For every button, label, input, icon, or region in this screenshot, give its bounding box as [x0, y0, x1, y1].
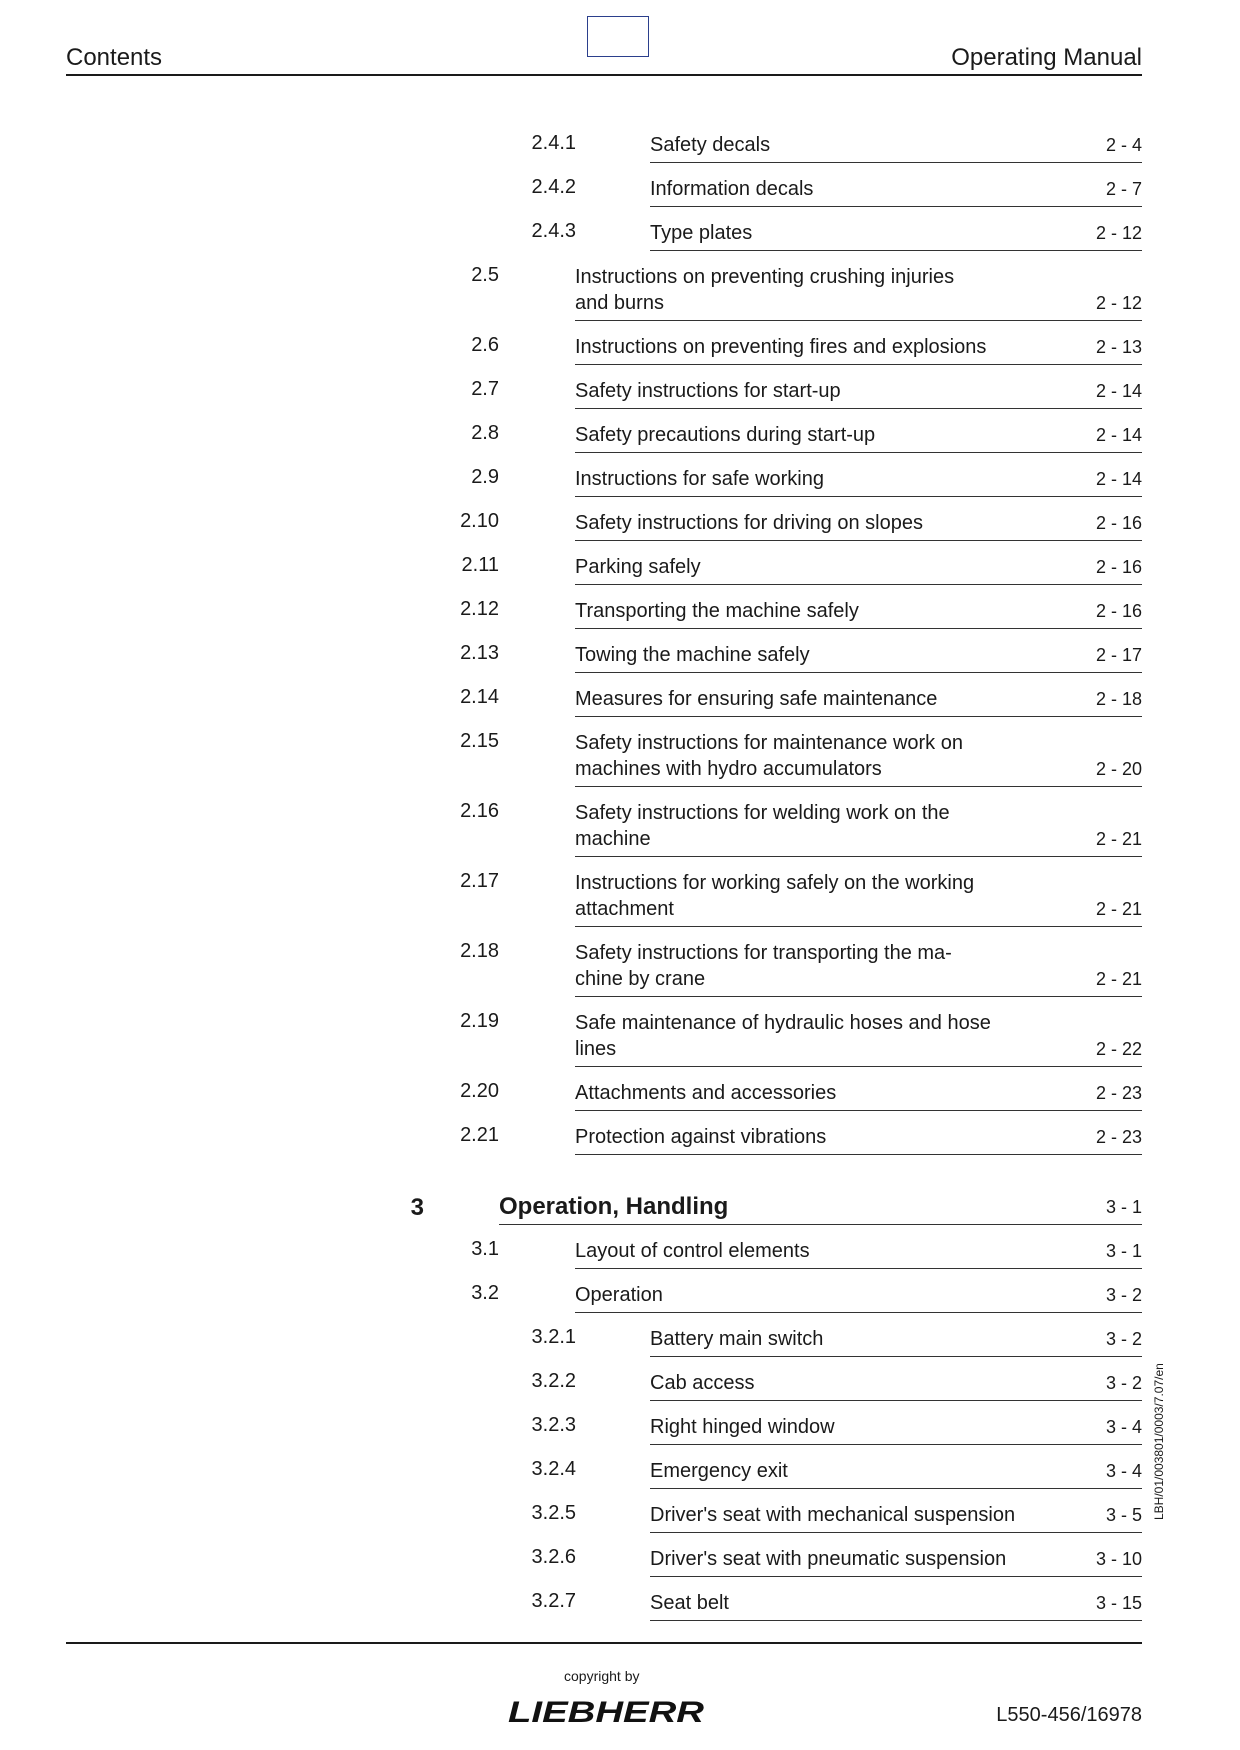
toc-entry-title-line: [575, 686, 1142, 717]
toc-entry-title: Measures for ensuring safe maintenance: [575, 688, 938, 710]
toc-entry-title-line: [650, 132, 1142, 163]
toc-entry-page: 3 - 2: [1105, 1329, 1142, 1349]
toc-entry-title-line: [650, 1458, 1142, 1489]
toc-entry-title: Safety instructions for transporting the ma- chine by crane: [575, 942, 952, 990]
toc-entry-title: Layout of control elements: [575, 1240, 810, 1262]
toc-entry-title-line: [575, 1010, 1142, 1067]
toc-entry-title: Operation: [575, 1284, 663, 1306]
toc-entry-number: 2.13: [460, 642, 499, 664]
toc-entry-title: Safety instructions for welding work on the machine: [575, 802, 950, 850]
toc-entry-title-line: [575, 1124, 1142, 1155]
toc-entry-number: 2.7: [471, 378, 499, 400]
toc-entry-page: 2 - 7: [1105, 179, 1142, 199]
toc-entry-page: 2 - 17: [1095, 645, 1142, 665]
toc-entry-page: 3 - 15: [1095, 1593, 1142, 1613]
toc-entry-number: 2.20: [460, 1080, 499, 1102]
toc-entry-page: 2 - 12: [1095, 293, 1142, 313]
toc-entry-title-line: [575, 554, 1142, 585]
toc-entry-title-line: [575, 642, 1142, 673]
toc-entry-title-line: [575, 1238, 1142, 1269]
toc-entry-title-line: [575, 870, 1142, 927]
toc-entry-title-line: [575, 940, 1142, 997]
toc-entry-title: Right hinged window: [650, 1416, 835, 1438]
toc-entry-title: Safe maintenance of hydraulic hoses and hose lines: [575, 1012, 991, 1060]
toc-entry-page: 2 - 16: [1095, 557, 1142, 577]
toc-entry-number: 3.2.7: [531, 1590, 576, 1612]
toc-entry-title-line: [650, 1326, 1142, 1357]
toc-entry-title: Towing the machine safely: [575, 644, 810, 666]
toc-entry-page: 2 - 13: [1095, 337, 1142, 357]
toc-entry-page: 2 - 14: [1095, 469, 1142, 489]
toc-entry-title: Driver's seat with pneumatic suspension: [650, 1548, 1007, 1570]
toc-entry-title-line: [650, 1546, 1142, 1577]
toc-entry-number: 2.11: [461, 554, 499, 576]
toc-entry-title: Battery main switch: [650, 1328, 824, 1350]
toc-entry-title-line: [575, 378, 1142, 409]
toc-entry-page: 2 - 16: [1095, 601, 1142, 621]
toc-entry-title: Instructions for safe working: [575, 468, 824, 490]
toc-entry-title-line: [575, 264, 1142, 321]
toc-entry-title: Safety precautions during start-up: [575, 424, 876, 446]
toc-entry-number: 3.2.5: [531, 1502, 576, 1524]
toc-entry-page: 2 - 23: [1095, 1083, 1142, 1103]
toc-entry-title-line: [499, 1194, 1142, 1225]
toc-entry-number: 3.2.1: [531, 1326, 576, 1348]
toc-entry-number: 2.4.1: [531, 132, 576, 154]
toc-entry-title-line: [575, 334, 1142, 365]
toc-entry-number: 2.10: [460, 510, 499, 532]
toc-entry-page: 2 - 14: [1095, 425, 1142, 445]
toc-entry-number: 2.12: [460, 598, 499, 620]
toc-entry-page: 3 - 2: [1105, 1373, 1142, 1393]
toc-entry-title: Parking safely: [575, 556, 701, 578]
toc-entry-number: 2.4.3: [531, 220, 576, 242]
toc-entry-title-line: [575, 730, 1142, 787]
toc-entry-page: 2 - 21: [1095, 899, 1142, 919]
toc-entry-title-line: [575, 1282, 1142, 1313]
toc-entry-title: Attachments and accessories: [575, 1082, 837, 1104]
toc-entry-title: Safety instructions for driving on slopes: [575, 512, 923, 534]
toc-entry-number: 3.2.6: [531, 1546, 576, 1568]
toc-entry-page: 2 - 21: [1095, 969, 1142, 989]
toc-entry-number: 2.9: [471, 466, 499, 488]
liebherr-logo: [506, 1696, 706, 1726]
toc-entry-number: 2.4.2: [531, 176, 576, 198]
toc-entry-title-line: [650, 1370, 1142, 1401]
header-section-title: Contents: [66, 44, 163, 71]
toc-entry-number: 3.2: [471, 1282, 499, 1304]
toc-entry-number: 2.17: [460, 870, 499, 892]
toc-entry-page: 3 - 2: [1105, 1285, 1142, 1305]
toc-entry-title: Cab access: [650, 1372, 755, 1394]
toc-entry-page: 2 - 12: [1095, 223, 1142, 243]
toc-entry-title: Safety instructions for start-up: [575, 380, 841, 402]
toc-entry-number: 2.19: [460, 1010, 499, 1032]
toc-entry-title-line: [575, 598, 1142, 629]
toc-entry-number: 3.2.3: [531, 1414, 576, 1436]
toc-entry-page: 2 - 14: [1095, 381, 1142, 401]
toc-entry-title-line: [575, 510, 1142, 541]
toc-entry-page: 3 - 1: [1105, 1197, 1142, 1217]
toc-entry-page: 2 - 22: [1095, 1039, 1142, 1059]
toc-entry-number: 3.2.2: [531, 1370, 576, 1392]
toc-entry-title: Instructions on preventing crushing injuries and burns: [575, 266, 955, 314]
toc-entry-title: Safety decals: [650, 134, 771, 156]
toc-entry-page: 2 - 16: [1095, 513, 1142, 533]
toc-entry-number: 3.1: [471, 1238, 499, 1260]
toc-entry-title: Transporting the machine safely: [575, 600, 859, 622]
toc-entry-number: 3: [410, 1194, 424, 1221]
toc-entry-title: Emergency exit: [650, 1460, 788, 1482]
toc-entry-number: 2.6: [471, 334, 499, 356]
toc-entry-page: 2 - 4: [1105, 135, 1142, 155]
toc-entry-number: 2.5: [471, 264, 499, 286]
header-document-title: Operating Manual: [951, 44, 1142, 71]
toc-entry-title-line: [575, 466, 1142, 497]
toc-entry-page: 2 - 23: [1095, 1127, 1142, 1147]
toc-entry-title: Seat belt: [650, 1592, 729, 1614]
toc-entry-page: 3 - 5: [1105, 1505, 1142, 1525]
toc-entry-page: 3 - 4: [1105, 1461, 1142, 1481]
toc-entry-title: Operation, Handling: [499, 1193, 729, 1220]
toc-entry-title-line: [650, 1590, 1142, 1621]
toc-entry-number: 2.8: [471, 422, 499, 444]
toc-entry-title: Safety instructions for maintenance work on machines with hydro accumulators: [575, 732, 963, 780]
toc-entry-page: 3 - 10: [1095, 1549, 1142, 1569]
page-footer: [66, 1642, 1142, 1726]
toc-entry-number: 2.14: [460, 686, 499, 708]
toc-entry-page: 3 - 1: [1105, 1241, 1142, 1261]
toc-entry-number: 2.18: [460, 940, 499, 962]
toc-entry-title-line: [575, 1080, 1142, 1111]
toc-entry-title: Driver's seat with mechanical suspension: [650, 1504, 1016, 1526]
copyright-label: copyright by: [564, 1668, 640, 1684]
toc-entry-number: 2.21: [460, 1124, 499, 1146]
toc-entry-title: Instructions on preventing fires and explosions: [575, 336, 987, 358]
toc-entry-title-line: [575, 422, 1142, 453]
toc-entry-title: Information decals: [650, 178, 814, 200]
toc-entry-title: Instructions for working safely on the working attachment: [575, 872, 975, 920]
document-id: L550-456/16978: [996, 1704, 1142, 1726]
toc-entry-page: 2 - 21: [1095, 829, 1142, 849]
toc-entry-title-line: [650, 176, 1142, 207]
toc-entry-title-line: [650, 220, 1142, 251]
toc-entry-number: 2.16: [460, 800, 499, 822]
liebherr-logo-text: LIEBHERR: [508, 1696, 705, 1726]
toc-entry-title-line: [650, 1502, 1142, 1533]
toc-entry-page: 2 - 20: [1095, 759, 1142, 779]
toc-entry-page: 3 - 4: [1105, 1417, 1142, 1437]
toc-entry-title: Type plates: [650, 222, 753, 244]
toc-entry-title-line: [575, 800, 1142, 857]
toc-entry-number: 3.2.4: [531, 1458, 576, 1480]
document-reference-code: LBH/01/003801/0003/7.07/en: [1152, 1363, 1166, 1520]
toc-entry-title-line: [650, 1414, 1142, 1445]
toc-entry-number: 2.15: [460, 730, 499, 752]
toc-entry-page: 2 - 18: [1095, 689, 1142, 709]
toc-entry-title: Protection against vibrations: [575, 1126, 827, 1148]
